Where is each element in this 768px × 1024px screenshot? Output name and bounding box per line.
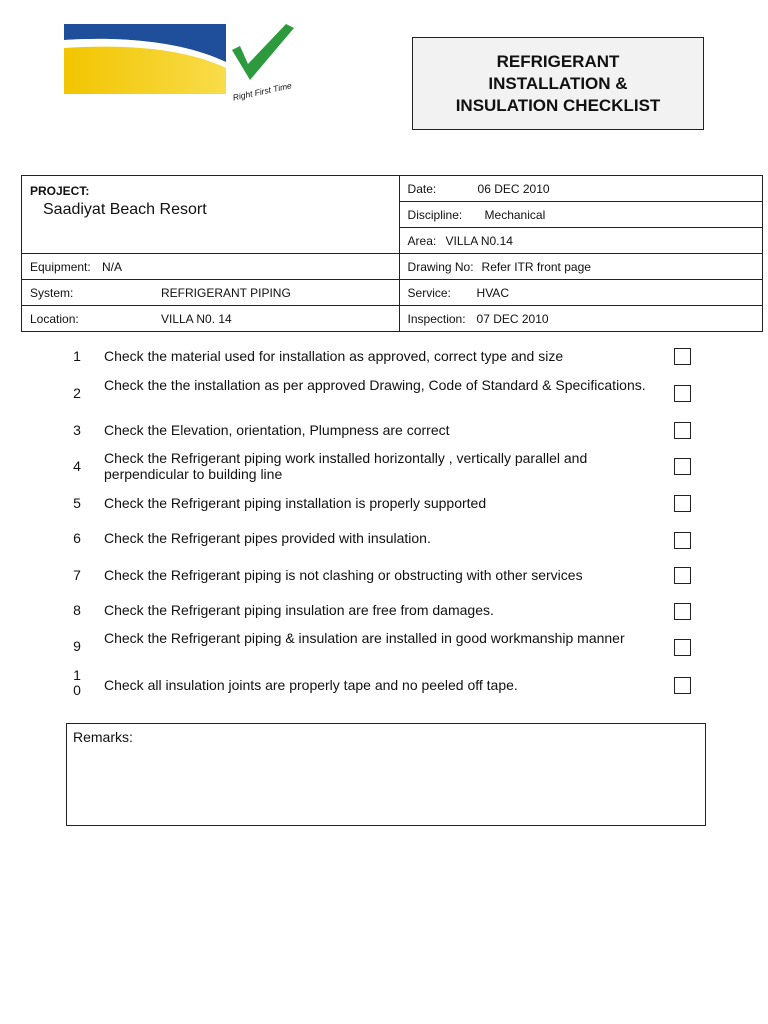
logo-tagline: Right First Time [231,80,293,102]
item-number: 8 [73,602,81,618]
inspection-value: 07 DEC 2010 [476,311,549,326]
area-label: Area: [407,233,437,248]
item-text: Check the Refrigerant piping insulation are free from damages. [104,602,494,618]
drawing-cell [399,254,762,280]
item-text: Check the Refrigerant piping work installed horizontally , vertically parallel and perpendicular to building line [104,450,588,482]
location-cell [22,306,400,332]
service-label: Service: [407,285,451,300]
discipline-label: Discipline: [407,207,463,222]
item-number: 5 [73,495,81,511]
project-name: Saadiyat Beach Resort [43,201,207,218]
item-text: Check the Refrigerant piping installation is properly supported [104,495,487,511]
date-label: Date: [407,181,437,196]
inspection-label: Inspection: [407,311,466,326]
item-text: Check all insulation joints are properly tape and no peeled off tape. [104,677,518,693]
discipline-value: Mechanical [484,207,546,222]
project-label: PROJECT: [30,184,90,198]
equipment-label: Equipment: [30,259,91,274]
equipment-cell [22,254,400,280]
item-number: 9 [73,638,81,654]
service-value: HVAC [476,285,509,300]
item-checkbox[interactable] [674,639,691,656]
item-number: 2 [73,385,81,401]
remarks-label: Remarks: [73,729,133,745]
system-value: REFRIGERANT PIPING [161,285,291,300]
project-cell [22,176,400,254]
item-checkbox[interactable] [674,532,691,549]
item-number: 7 [73,567,81,583]
item-number: 3 [73,422,81,438]
discipline-cell [399,202,762,228]
item-checkbox[interactable] [674,385,691,402]
item-text: Check the Refrigerant pipes provided with insulation. [104,530,431,546]
service-cell [399,280,762,306]
title-line-2: INSTALLATION & [488,73,628,93]
item-checkbox[interactable] [674,567,691,584]
item-text: Check the Refrigerant piping & insulation are installed in good workmanship manner [104,630,625,646]
date-cell [399,176,762,202]
inspection-cell [399,306,762,332]
item-checkbox[interactable] [674,422,691,439]
drawing-value: Refer ITR front page [481,259,591,274]
item-text: Check the Refrigerant piping is not clashing or obstructing with other services [104,567,583,583]
company-logo [64,22,314,102]
area-value: VILLA N0.14 [445,233,513,248]
item-checkbox[interactable] [674,495,691,512]
item-checkbox[interactable] [674,458,691,475]
document-title [412,37,704,130]
equipment-value: N/A [102,259,123,274]
area-cell [399,228,762,254]
date-value: 06 DEC 2010 [477,181,550,196]
project-info-table [21,175,763,332]
remarks-box[interactable] [66,723,706,826]
location-label: Location: [30,311,79,326]
drawing-label: Drawing No: [407,259,474,274]
item-number: 4 [73,458,81,474]
item-checkbox[interactable] [674,677,691,694]
logo-graphic [64,22,314,102]
location-value: VILLA N0. 14 [161,311,232,326]
title-line-1: REFRIGERANT [496,51,620,71]
item-checkbox[interactable] [674,603,691,620]
item-text: Check the Elevation, orientation, Plumpness are correct [104,422,450,438]
item-checkbox[interactable] [674,348,691,365]
system-label: System: [30,285,74,300]
item-text: Check the material used for installation as approved, correct type and size [104,348,564,364]
check-mark-icon [232,24,294,80]
item-number: 6 [73,530,81,546]
item-number: 1 0 [73,667,81,698]
system-cell [22,280,400,306]
item-text: Check the the installation as per approved Drawing, Code of Standard & Specifications. [104,377,646,393]
item-number: 1 [73,348,81,364]
title-line-3: INSULATION CHECKLIST [455,95,661,115]
